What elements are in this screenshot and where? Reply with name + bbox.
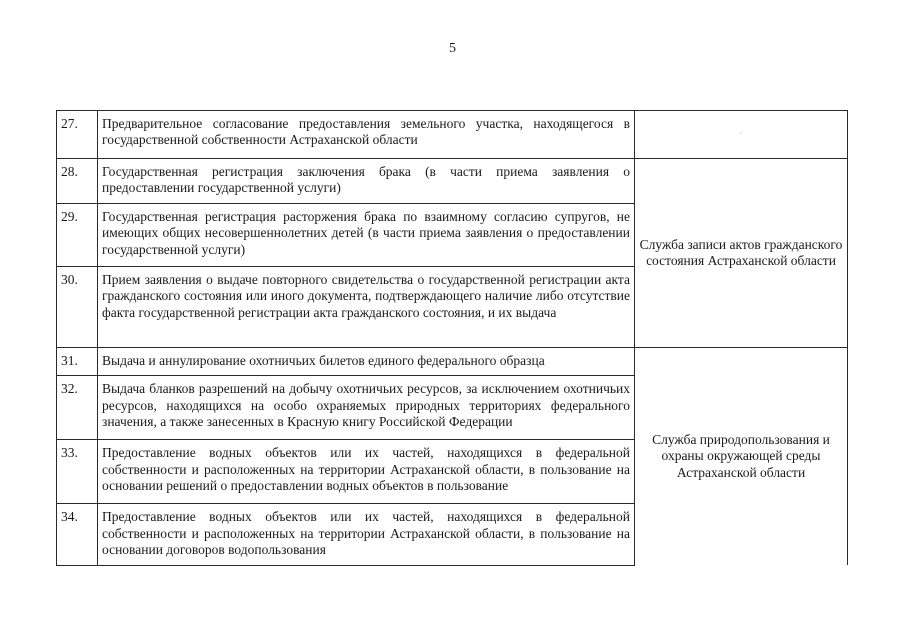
services-table — [56, 110, 848, 566]
service-description: Предоставление водных объектов или их частей, находящихся в федеральной собственности и расположенных на территории Астраханской области, в пользование на основании решений о предоставлении водных объектов в пользование — [98, 440, 635, 504]
service-description: Предварительное согласование предоставления земельного участка, находящегося в государственной собственности Астраханской области — [98, 111, 635, 159]
row-number: 28. — [57, 159, 98, 204]
row-number: 31. — [57, 348, 98, 376]
agency-cell-empty: · — [635, 111, 848, 159]
service-description: Предоставление водных объектов или их частей, находящихся в федеральной собственности и расположенных на территории Астраханской области, в пользование на основании договоров водопользования — [98, 504, 635, 565]
service-description: Выдача и аннулирование охотничьих билетов единого федерального образца — [98, 348, 635, 376]
table-row — [57, 348, 848, 376]
row-number: 30. — [57, 267, 98, 348]
table-row — [57, 159, 848, 204]
row-number: 34. — [57, 504, 98, 565]
row-number: 32. — [57, 376, 98, 440]
service-description: Государственная регистрация расторжения брака по взаимному согласию супругов, не имеющих общих несовершеннолетних детей (в части приема заявления о предоставлении государственной услуги) — [98, 204, 635, 267]
service-description: Государственная регистрация заключения брака (в части приема заявления о предоставлении государственной услуги) — [98, 159, 635, 204]
agency-registry-office: Служба записи актов гражданского состояния Астраханской области — [635, 159, 848, 348]
agency-nature-service: Служба природопользования и охраны окружающей среды Астраханской области — [635, 348, 848, 566]
row-number: 27. — [57, 111, 98, 159]
row-number: 29. — [57, 204, 98, 267]
service-description: Выдача бланков разрешений на добычу охотничьих ресурсов, за исключением охотничьих ресурсов, находящихся на особо охраняемых природных территориях федерального значения, а также занесенных в Красную книгу Российской Федерации — [98, 376, 635, 440]
page-number: 5 — [449, 41, 456, 56]
row-number: 33. — [57, 440, 98, 504]
table-row — [57, 111, 848, 159]
service-description: Прием заявления о выдаче повторного свидетельства о государственной регистрации акта гражданского состояния или иного документа, подтверждающего наличие либо отсутствие факта государственной регистрации акта гражданского состояния, и их выдача — [98, 267, 635, 348]
